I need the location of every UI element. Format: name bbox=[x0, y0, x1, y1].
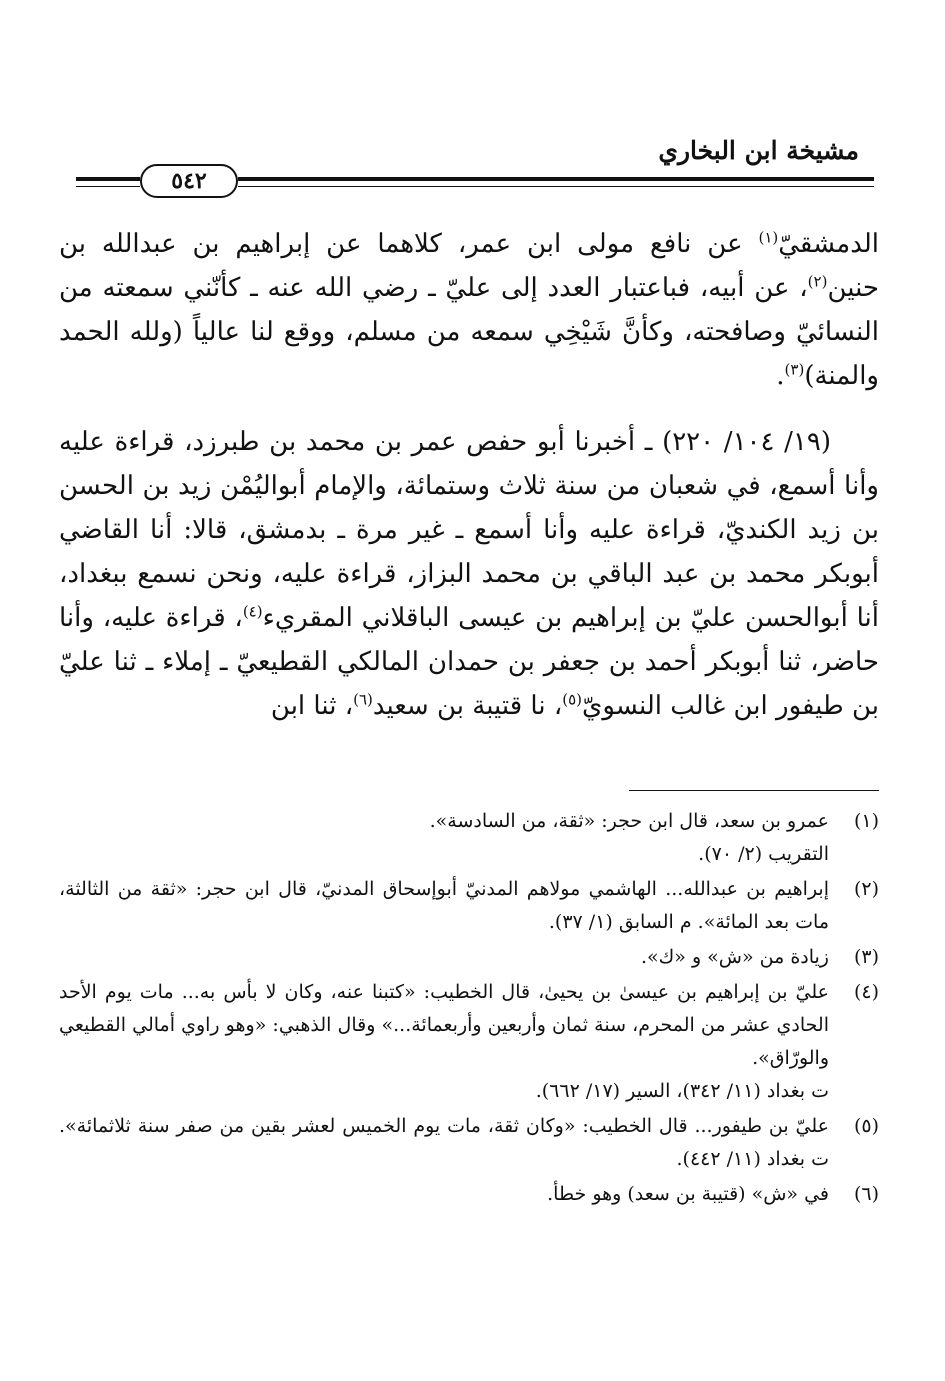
footnote-body bbox=[59, 873, 829, 939]
text-segment: . bbox=[776, 361, 785, 391]
footnote-ref-4: (٤) bbox=[242, 602, 263, 621]
footnote-ref-1: (١) bbox=[758, 228, 779, 247]
footnote-ref-3: (٣) bbox=[784, 360, 805, 379]
header-rule-left-thin bbox=[76, 186, 140, 187]
footnote-body bbox=[59, 941, 829, 974]
footnote-divider bbox=[629, 790, 879, 791]
footnote-line: عليّ بن إبراهيم بن عيسىٰ بن يحيىٰ، قال الخطيب: «كتبنا عنه، وكان لا بأس به... مات يوم الأحد الحادي عشر من المحرم، سنة ثمان وأربعين وأربعمائة...» وقال الذهبي: «وهو راوي أمالي القطيعي والورّاق». bbox=[59, 981, 829, 1069]
footnotes bbox=[59, 805, 879, 1213]
footnote-ref-5: (٥) bbox=[562, 690, 583, 709]
footnote-line: في «ش» (قتيبة بن سعد) وهو خطأ. bbox=[547, 1183, 829, 1205]
footnote-5 bbox=[59, 1110, 879, 1176]
footnote-ref-6: (٦) bbox=[353, 690, 373, 709]
footnote-body bbox=[59, 976, 829, 1108]
footnote-line: ت بغداد (١١/ ٣٤٢)، السير (١٧/ ٦٦٢). bbox=[535, 1080, 829, 1102]
page-number-text: ٥٤٢ bbox=[171, 168, 207, 194]
footnote-body bbox=[59, 805, 829, 871]
header-rule-thick bbox=[238, 177, 874, 181]
main-text bbox=[59, 222, 879, 728]
text-segment: ، ثنا ابن bbox=[270, 691, 354, 721]
footnote-2 bbox=[59, 873, 879, 939]
paragraph-1 bbox=[59, 222, 879, 398]
footnote-body bbox=[59, 1110, 829, 1176]
footnote-ref-2: (٢) bbox=[807, 272, 828, 291]
footnote-number: (٤) bbox=[853, 981, 879, 1003]
footnote-3 bbox=[59, 941, 879, 974]
footnote-line: زيادة من «ش» و «ك». bbox=[640, 946, 829, 968]
footnote-4 bbox=[59, 976, 879, 1108]
header-rule-left-thick bbox=[76, 177, 140, 181]
footnote-number: (٦) bbox=[853, 1183, 879, 1205]
text-segment: ، نا قتيبة بن سعيد bbox=[372, 691, 563, 721]
footnote-6 bbox=[59, 1178, 879, 1211]
footnote-number: (٣) bbox=[853, 946, 879, 968]
text-segment: ، عن أبيه، فباعتبار العدد إلى عليّ ـ رضي الله عنه ـ كأنّني سمعته من النسائيّ وصافحته، وكأنَّ شَيْخِي سمعه من مسلم، ووقع لنا عالياً (ولله الحمد والمنة) bbox=[59, 273, 880, 391]
running-header-title: مشيخة ابن البخاري bbox=[658, 136, 859, 165]
text-segment: ، قراءة عليه، وأنا حاضر، ثنا أبوبكر أحمد بن جعفر بن حمدان المالكي القطيعيّ ـ إملاء ـ ثنا عليّ بن طيفور ابن غالب النسويّ bbox=[59, 603, 879, 721]
footnote-1 bbox=[59, 805, 879, 871]
footnote-body bbox=[59, 1178, 829, 1211]
page-number bbox=[140, 164, 238, 198]
text-segment: عن نافع مولى ابن عمر، كلاهما عن إبراهيم بن عبدالله بن حنين bbox=[59, 229, 879, 303]
footnote-line: إبراهيم بن عبدالله... الهاشمي مولاهم المدنيّ أبوإسحاق المدنيّ، قال ابن حجر: «ثقة من الثالثة، مات بعد المائة». م السابق (١/ ٣٧). bbox=[59, 878, 829, 933]
header-rule-thin bbox=[238, 186, 874, 187]
paragraph-2 bbox=[59, 420, 879, 728]
footnote-line: التقريب (٢/ ٧٠). bbox=[698, 843, 829, 865]
footnote-number: (١) bbox=[853, 810, 879, 832]
footnote-number: (٢) bbox=[853, 878, 879, 900]
text-segment: الدمشقيّ bbox=[778, 229, 879, 259]
text-segment: (١٩/ ١٠٤/ ٢٢٠) ـ أخبرنا أبو حفص عمر بن محمد بن طبرزد، قراءة عليه وأنا أسمع، في شعبان من سنة ثلاث وستمائة، والإمام أبواليُمْن زيد بن الحسن بن زيد الكنديّ، قراءة عليه وأنا أسمع ـ غير مرة ـ بدمشق، قالا: أنا القاضي أبوبكر محمد بن عبد الباقي بن محمد البزاز، قراءة عليه، ونحن نسمع ببغداد، أنا أبوالحسن عليّ بن إبراهيم بن عيسى الباقلاني المقريء bbox=[59, 427, 879, 633]
footnote-line: عمرو بن سعد، قال ابن حجر: «ثقة، من السادسة». bbox=[429, 810, 829, 832]
footnote-line: عليّ بن طيفور... قال الخطيب: «وكان ثقة، مات يوم الخميس لعشر بقين من صفر سنة ثلاثمائة». ت بغداد (١١/ ٤٤٢). bbox=[59, 1115, 829, 1170]
footnote-number: (٥) bbox=[853, 1115, 879, 1137]
